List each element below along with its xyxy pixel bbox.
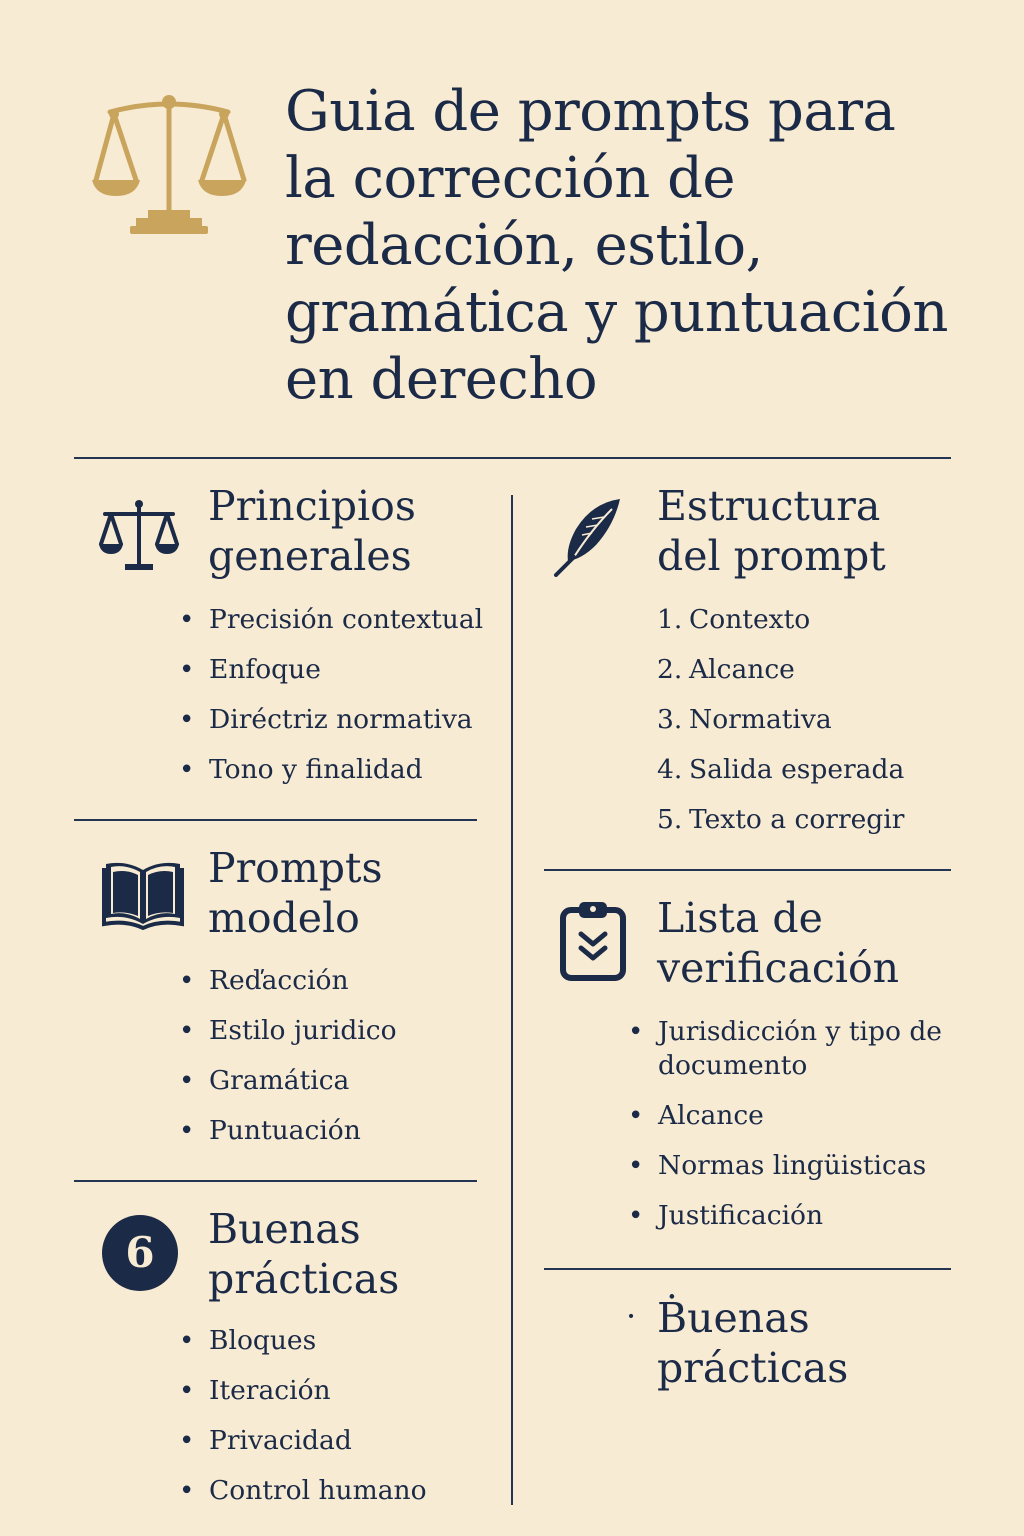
balance-scale-icon: [88, 92, 250, 238]
list-item: • Reďacción: [179, 965, 349, 996]
open-book-icon: [102, 858, 184, 930]
list-item: • Tono y finalidad: [179, 754, 423, 785]
buenas-practicas-list: [179, 1324, 427, 1508]
section-title-principios: Principios generales: [208, 482, 416, 580]
list-item: • Puntuación: [179, 1115, 361, 1146]
list-item: • Bloques: [179, 1325, 317, 1356]
header-divider: [74, 457, 951, 459]
title-line: gramática y puntuación: [285, 280, 948, 345]
list-item: • Jurisdicción y tipo de documento: [628, 1016, 942, 1081]
clipboard-check-icon: [559, 900, 627, 982]
list-item: • Privacidad: [179, 1425, 352, 1456]
list-item: • Gramática: [179, 1065, 350, 1096]
balance-scale-icon: [97, 498, 181, 574]
section-title-buenas-practicas-2: Ḃuenas prácticas: [657, 1294, 849, 1392]
section-divider: [544, 869, 951, 871]
section-bullet: ·: [626, 1297, 637, 1335]
number-badge-icon: 6: [102, 1215, 178, 1291]
list-item: • Justificación: [628, 1200, 824, 1231]
title-line: en derecho: [285, 347, 598, 412]
list-item: 3. Normativa: [657, 704, 832, 735]
list-item: • Estilo juridico: [179, 1015, 397, 1046]
title-line: Guia de prompts para: [285, 79, 896, 144]
section-divider: [544, 1268, 951, 1270]
section-title-prompts-modelo: Prompts modelo: [208, 844, 383, 942]
list-item: • Precisión contextual: [179, 604, 484, 635]
list-item: 2. Alcance: [657, 654, 795, 685]
section-divider: [74, 819, 477, 821]
list-item: 5. Texto a corregir: [657, 804, 905, 835]
section-title-buenas-practicas: Buenas prácticas: [208, 1205, 400, 1303]
title-line: la corrección de: [285, 146, 736, 211]
list-item: • Control humano: [179, 1475, 427, 1506]
list-item: • Normas lingüisticas: [628, 1150, 927, 1181]
lista-verificacion-list: [628, 1015, 942, 1233]
list-item: 1. Contexto: [657, 604, 811, 635]
prompts-modelo-list: [179, 964, 397, 1148]
section-divider: [74, 1180, 477, 1182]
title-line: redacción, estilo,: [285, 213, 763, 278]
list-item: • Diréctriz normativa: [179, 704, 473, 735]
column-divider: [511, 495, 513, 1505]
principios-list: [179, 603, 484, 787]
page-title: [285, 78, 1005, 413]
section-title-estructura: Estructura del prompt: [657, 482, 886, 580]
quill-feather-icon: [552, 495, 624, 577]
section-title-lista-verificacion: Lista de verificación: [657, 894, 900, 992]
estructura-list: [657, 603, 904, 837]
list-item: • Alcance: [628, 1100, 764, 1131]
list-item: • Enfoque: [179, 654, 321, 685]
list-item: • Iteración: [179, 1375, 331, 1406]
list-item: 4. Salida esperada: [657, 754, 905, 785]
